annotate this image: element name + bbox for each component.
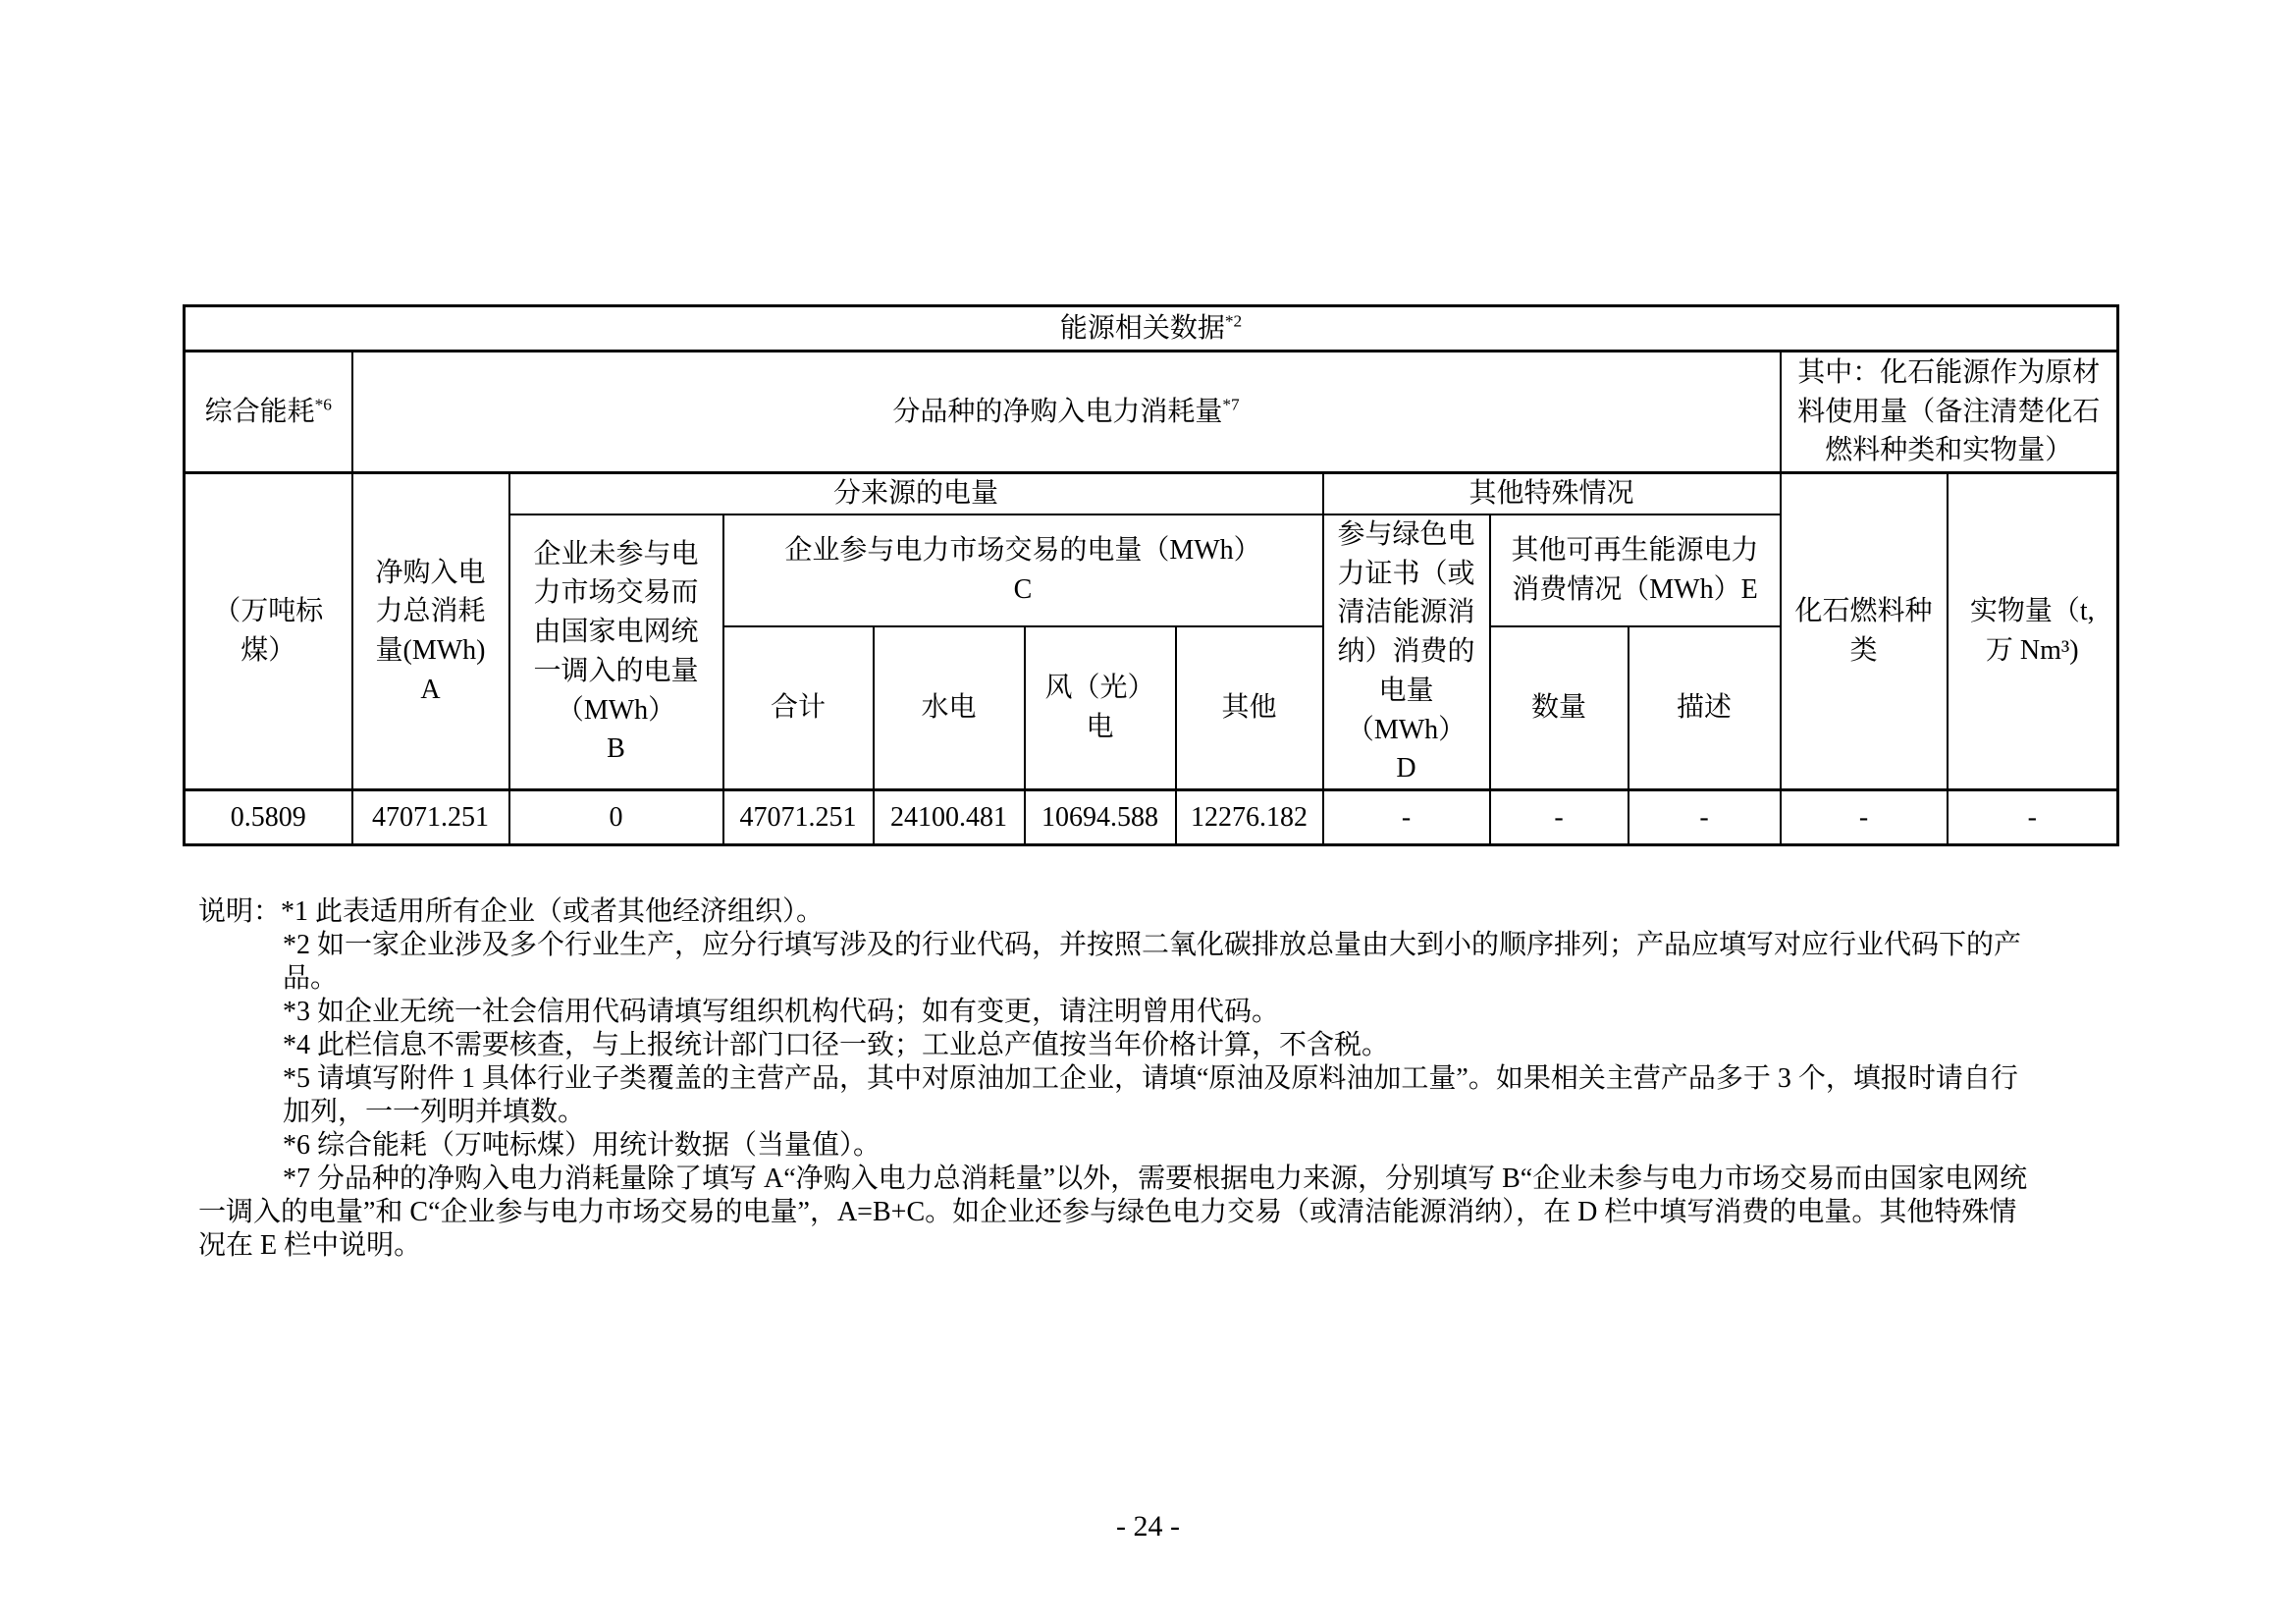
note-line-7: *7 分品种的净购入电力消耗量除了填写 A“净购入电力总消耗量”以外，需要根据电力来源，分别填写 B“企业未参与电力市场交易而由国家电网统 <box>283 1164 2028 1194</box>
header-special-group: 其他特殊情况 <box>1323 473 1781 514</box>
note-line-4: *4 此栏信息不需要核查，与上报统计部门口径一致；工业总产值按当年价格计算，不含税。 <box>283 1030 1390 1060</box>
page-number: - 24 - <box>1116 1510 1180 1543</box>
header-by-type-net-purchased-text: 分品种的净购入电力消耗量 <box>892 396 1223 427</box>
notes-section <box>198 895 2142 1263</box>
header-hydro: 水电 <box>874 626 1025 790</box>
header-fossil-fuel-type: 化石燃料种类 <box>1781 473 1948 790</box>
note-line-5: *5 请填写附件 1 具体行业子类覆盖的主营产品，其中对原油加工企业，请填“原油及原料油加工量”。如果相关主营产品多于 3 个，填报时请自行 <box>283 1063 2018 1094</box>
header-col-a-letter: A <box>420 674 441 705</box>
header-unit-10k-tce: （万吨标煤） <box>185 473 352 790</box>
table-title-footnote-marker: *2 <box>1224 311 1243 331</box>
note-line-5-wrap: 加列，一一列明并填数。 <box>283 1097 586 1127</box>
header-subtotal: 合计 <box>723 626 874 790</box>
header-source-group: 分来源的电量 <box>509 473 1323 514</box>
data-cell-description: - <box>1629 790 1781 845</box>
note-line-intro: 说明：*1 此表适用所有企业（或者其他经济组织）。 <box>198 896 825 927</box>
header-comprehensive-energy-footnote-marker: *6 <box>314 395 332 414</box>
data-cell-comprehensive-energy: 0.5809 <box>185 790 352 845</box>
header-col-d <box>1323 514 1490 790</box>
data-cell-other: 12276.182 <box>1176 790 1323 845</box>
header-col-d-letter: D <box>1396 753 1416 785</box>
header-wind-solar: 风（光）电 <box>1025 626 1176 790</box>
header-physical-quantity: 实物量（t, 万 Nm³) <box>1948 473 2118 790</box>
energy-data-table <box>183 304 2119 846</box>
header-fossil-as-raw-material: 其中：化石能源作为原材料使用量（备注清楚化石燃料种类和实物量） <box>1781 352 2118 473</box>
data-cell-hydro: 24100.481 <box>874 790 1025 845</box>
data-cell-quantity: - <box>1490 790 1629 845</box>
data-cell-wind-solar: 10694.588 <box>1025 790 1176 845</box>
header-quantity: 数量 <box>1490 626 1629 790</box>
header-col-b <box>509 514 723 790</box>
header-col-b-label: 企业未参与电力市场交易而由国家电网统一调入的电量（MWh） <box>533 538 699 726</box>
data-cell-b: 0 <box>509 790 723 845</box>
note-line-2-wrap: 品。 <box>283 963 339 994</box>
table-title-text: 能源相关数据 <box>1059 312 1225 344</box>
header-comprehensive-energy <box>185 352 352 473</box>
header-col-c-group <box>723 514 1323 626</box>
header-col-c-letter: C <box>1013 573 1033 605</box>
data-cell-fossil-type: - <box>1781 790 1948 845</box>
data-cell-a: 47071.251 <box>352 790 509 845</box>
note-line-7-wrap: 一调入的电量”和 C“企业参与电力市场交易的电量”，A=B+C。如企业还参与绿色电力交易（或清洁能源消纳），在 D 栏中填写消费的电量。其他特殊情 <box>198 1197 2017 1227</box>
header-description: 描述 <box>1629 626 1781 790</box>
header-col-b-letter: B <box>607 733 625 765</box>
data-cell-physical: - <box>1948 790 2118 845</box>
header-col-c-label: 企业参与电力市场交易的电量（MWh） <box>784 535 1261 567</box>
data-cell-c-total: 47071.251 <box>723 790 874 845</box>
header-col-e-group: 其他可再生能源电力消费情况（MWh）E <box>1490 514 1781 626</box>
header-col-a <box>352 473 509 790</box>
note-line-2: *2 如一家企业涉及多个行业生产，应分行填写涉及的行业代码，并按照二氧化碳排放总量由大到小的顺序排列；产品应填写对应行业代码下的产 <box>283 930 2022 960</box>
header-col-a-label: 净购入电力总消耗量(MWh) <box>375 557 486 666</box>
table-title <box>185 306 2118 352</box>
header-by-type-net-purchased-footnote-marker: *7 <box>1222 395 1240 414</box>
header-by-type-net-purchased <box>352 352 1781 473</box>
header-comprehensive-energy-text: 综合能耗 <box>204 396 315 427</box>
header-other: 其他 <box>1176 626 1323 790</box>
note-line-3: *3 如企业无统一社会信用代码请填写组织机构代码；如有变更，请注明曾用代码。 <box>283 997 1280 1027</box>
header-col-d-label: 参与绿色电力证书（或清洁能源消纳）消费的电量（MWh） <box>1337 518 1475 745</box>
data-cell-d: - <box>1323 790 1490 845</box>
note-line-7-wrap2: 况在 E 栏中说明。 <box>198 1230 422 1261</box>
note-line-6: *6 综合能耗（万吨标煤）用统计数据（当量值）。 <box>283 1130 881 1161</box>
